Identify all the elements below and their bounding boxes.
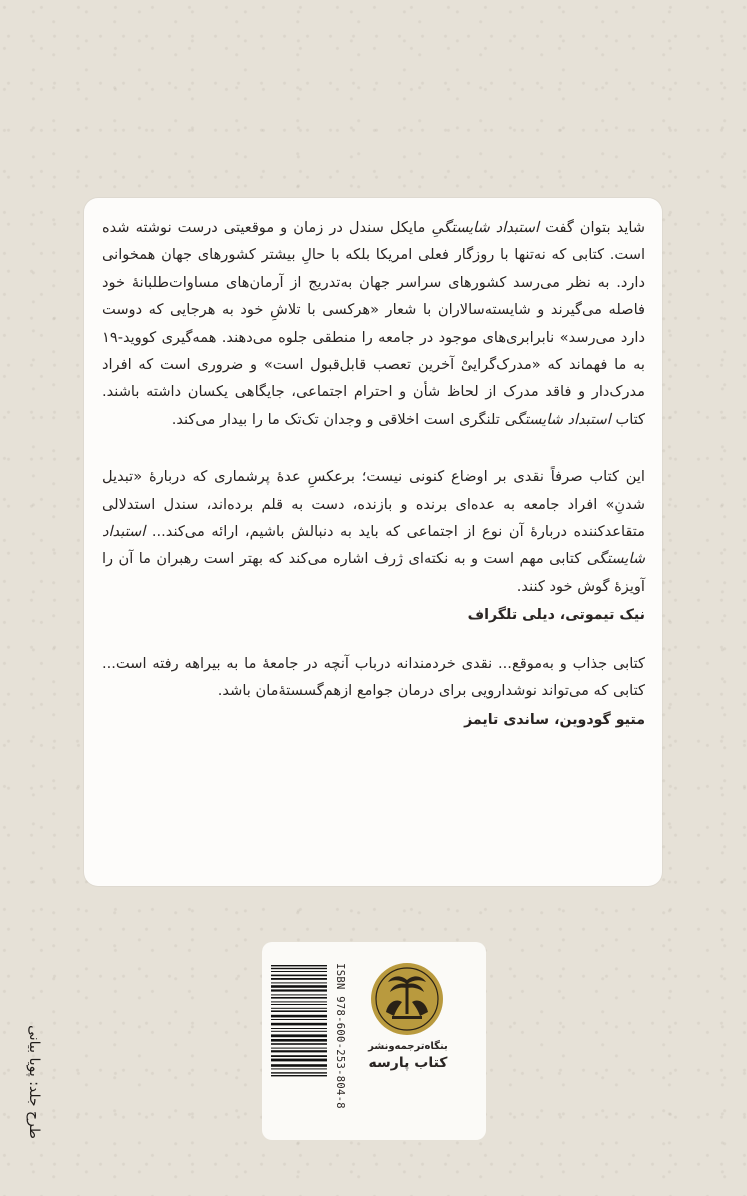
barcode-bar — [271, 1034, 327, 1037]
isbn-label: ISBN 978-600-253-804-8 — [334, 963, 346, 1109]
barcode-bar — [271, 1064, 327, 1067]
barcode-bar — [271, 1075, 327, 1076]
barcode-bar — [271, 989, 327, 991]
barcode-bar — [271, 1048, 327, 1049]
book-title-italic: استبداد شایستگی — [504, 410, 611, 428]
barcode-bar — [271, 1039, 327, 1042]
barcode-bar — [271, 1001, 327, 1002]
publisher-subtitle: بنگاه‌ترجمه‌ونشر — [368, 1041, 448, 1052]
barcode-bar — [271, 997, 327, 999]
review-3: کتابی جذاب و به‌موقع... نقدی خردمندانه درباب آنچه در جامعهٔ ما به بیراهه رفته است... کتابی که می‌تواند نوشدارویی برای درمان جوامع ازهم‌گسستهٔ‌مان باشد. — [102, 654, 645, 700]
publisher-logo — [368, 1040, 448, 1072]
barcode-bar — [271, 968, 327, 969]
barcode-bar — [271, 1043, 327, 1045]
review-text-block — [102, 214, 645, 734]
barcode-bar — [271, 1068, 327, 1069]
barcode-bar — [271, 985, 327, 988]
barcode-bar — [271, 982, 327, 983]
barcode-bar — [271, 1072, 327, 1073]
cover-designer-credit: طرح جلد: پویا بیانی — [26, 1025, 42, 1139]
barcode-bar — [271, 975, 327, 977]
barcode-bar — [271, 1019, 327, 1020]
book-title-italic: استبداد شایستگی — [102, 523, 645, 568]
barcode-bar — [271, 1015, 327, 1018]
book-title-italic: استبداد شایستگیِ — [431, 219, 540, 236]
review-2: این کتاب صرفاً نقدی بر اوضاع کنونی نیست؛ برعکسِ عدهٔ پرشماری که دربارهٔ «تبدیل شدنِ» افراد جامعه به عده‌ای برنده و بازنده، دست به قلم برده‌اند، سندل استدلالی متقاعدکننده دربارهٔ آن نوع از اجتماعی که باید به دنبالش باشیم، ارائه می‌کند... استبداد شایستگی کتابی مهم است و به نکته‌ای ژرف اشاره می‌کند که بهتر است رهبران ما آن را آویزهٔ گوش خود کنند. — [102, 468, 646, 595]
barcode-bar — [271, 994, 327, 995]
barcode-bar — [271, 971, 327, 972]
barcode-bar — [271, 1059, 327, 1062]
barcode-bar — [271, 1031, 327, 1032]
barcode-bar — [271, 965, 327, 966]
barcode-bar — [271, 1050, 327, 1052]
barcode-bar — [271, 1008, 327, 1009]
barcode-bar — [271, 1028, 327, 1029]
barcode-bar — [271, 1055, 327, 1057]
barcode-bar — [271, 1023, 327, 1026]
barcode-bar — [271, 1010, 327, 1012]
barcode-bar — [271, 1004, 327, 1005]
barcode-bar — [271, 978, 327, 980]
review-3-attribution: متیو گودوین، ساندی تایمز — [464, 711, 645, 728]
lion-palm-emblem-icon — [370, 962, 444, 1036]
review-1: شاید بتوان گفت استبداد شایستگیِ مایکل سندل در زمان و موقعیتی درست نوشته شده است. کتابی که نه‌تنها با روزگار فعلی امریکا بلکه با حالِ بیشتر کشورهای جهان همخوانی دارد. به نظر می‌رسد کشورهای سراسر جهان به‌تدریج از آرمان‌های مساوات‌طلبانهٔ خود فاصله می‌گیرند و شایسته‌سالاران با شعار «هرکسی با تلاشِ خود به هرجایی که دوست دارد می‌رسد» نابرابری‌های موجود در جامعه را منطقی جلوه می‌دهند. همه‌گیری کووید-۱۹ به ما فهماند که «مدرک‌گراییْ آخرین تعصب قابل‌قبول است» و ضروری است که افراد مدرک‌دار و فاقد مدرک از لحاظ شأن و احترام اجتماعی، جایگاهی یکسان داشته باشند. کتاب استبداد شایستگی تلنگری است اخلاقی و وجدان تک‌تک ما را بیدار می‌کند. — [102, 219, 646, 428]
review-2-attribution: نیک تیموتی، دیلی تلگراف — [467, 607, 645, 624]
publisher-name: کتاب پارسه — [368, 1055, 448, 1071]
